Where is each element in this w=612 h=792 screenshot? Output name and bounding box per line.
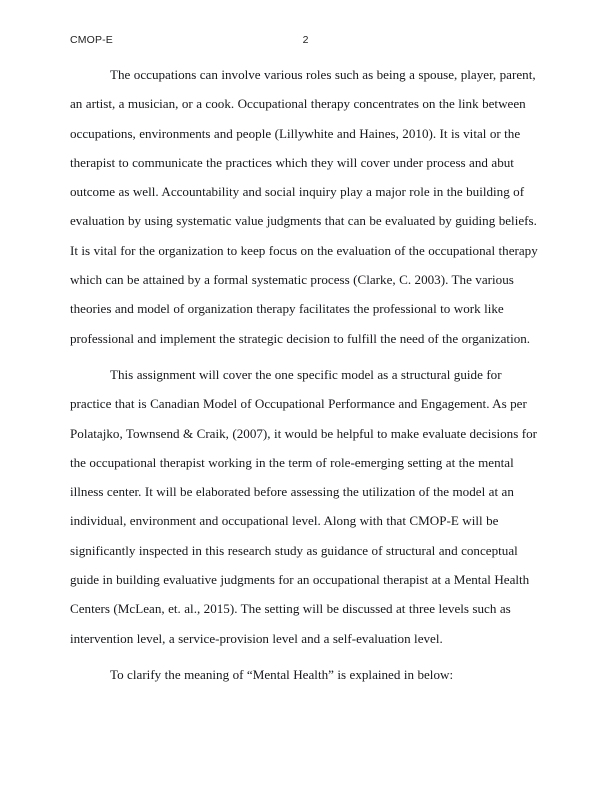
- body-text-column: [70, 60, 542, 689]
- paragraph-1: The occupations can involve various roles such as being a spouse, player, parent, an artist, a musician, or a cook. Occupational therapy concentrates on the link between occupations, environments and people (Lillywhite and Haines, 2010). It is vital or the therapist to communicate the practices which they will cover under process and abut outcome as well. Accountability and social inquiry play a major role in the building of evaluation by using systematic value judgments that can be evaluated by guiding beliefs. It is vital for the organization to keep focus on the evaluation of the occupational therapy which can be attained by a formal systematic process (Clarke, C. 2003). The various theories and model of organization therapy facilitates the professional to work like professional and implement the strategic decision to fulfill the need of the organization.: [70, 67, 538, 346]
- paragraph-3: To clarify the meaning of “Mental Health” is explained in below:: [110, 666, 454, 682]
- running-head-title: CMOP-E: [70, 34, 113, 46]
- paragraph-2: This assignment will cover the one specific model as a structural guide for practice that is Canadian Model of Occupational Performance and Engagement. As per Polatajko, Townsend & Craik, (2007), it would be helpful to make evaluate decisions for the occupational therapist working in the term of role-emerging setting at the mental illness center. It will be elaborated before assessing the utilization of the model at an individual, environment and occupational level. Along with that CMOP-E will be significantly inspected in this research study as guidance of structural and conceptual guide in building evaluative judgments for an occupational therapist at a Mental Health Centers (McLean, et. al., 2015). The setting will be discussed at three levels such as intervention level, a service-provision level and a self-evaluation level.: [70, 366, 537, 646]
- running-head: [70, 34, 541, 50]
- page-number: 2: [302, 34, 309, 46]
